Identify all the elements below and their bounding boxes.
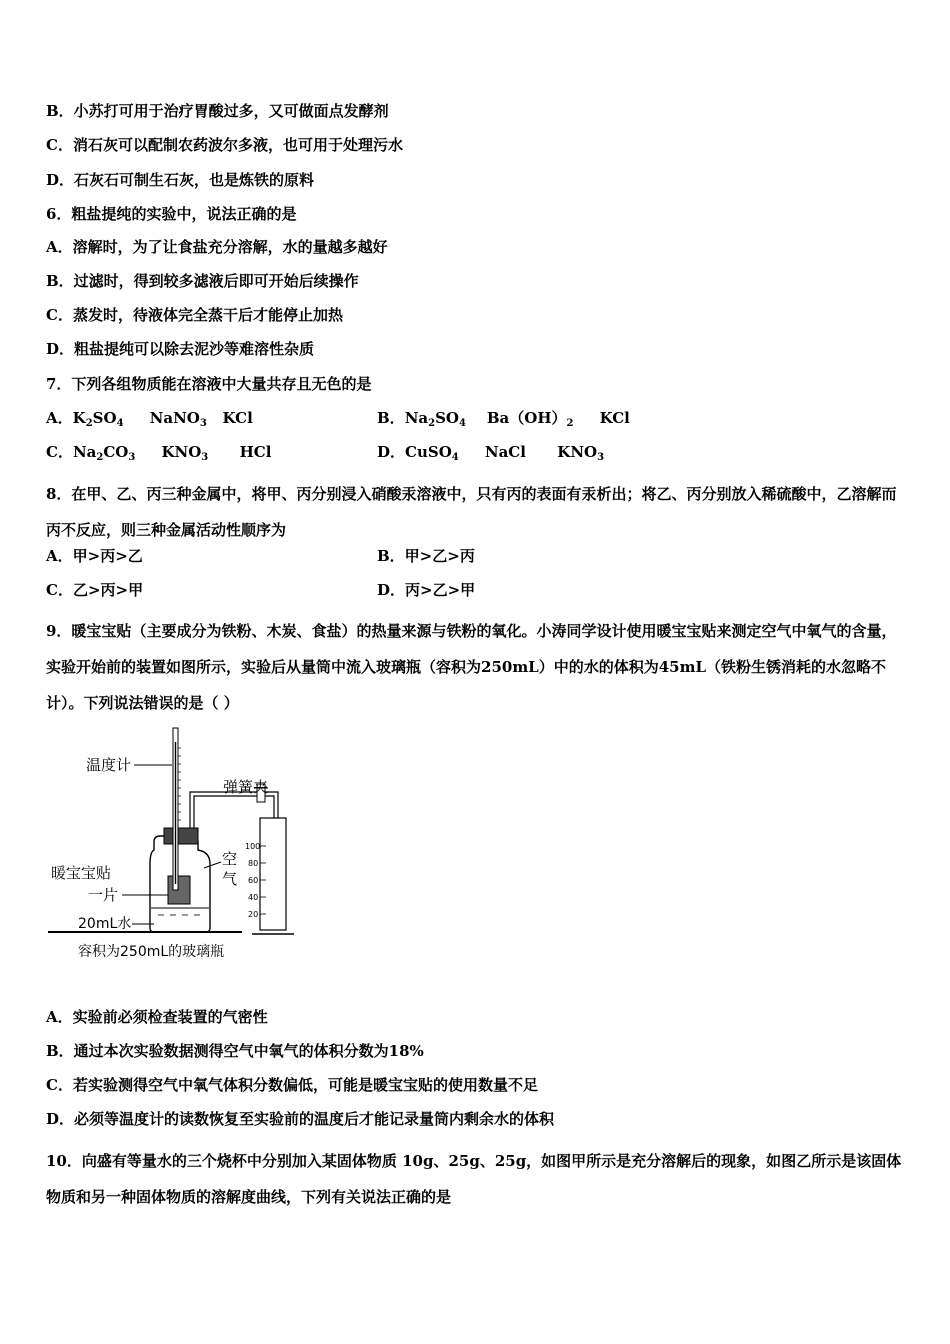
option-c-q5: C．消石灰可以配制农药波尔多液，也可用于处理污水 bbox=[46, 136, 403, 154]
formula-part: KCl bbox=[599, 409, 630, 427]
warmer-pack bbox=[168, 876, 190, 904]
q6-option-a: A．溶解时，为了让食盐充分溶解，水的量越多越好 bbox=[46, 238, 388, 256]
subscript: 2 bbox=[96, 452, 104, 463]
q9-option-b: B．通过本次实验数据测得空气中氧气的体积分数为18% bbox=[46, 1042, 424, 1060]
warmer-label-2: 一片 bbox=[88, 886, 119, 904]
formula-part: Ba（OH） bbox=[486, 409, 567, 427]
formula-part: Na bbox=[72, 443, 97, 461]
formula-part: K bbox=[72, 409, 86, 427]
q8-option-b: B．甲>乙>丙 bbox=[377, 547, 475, 565]
option-label: B． bbox=[377, 409, 405, 427]
option-label: D． bbox=[377, 443, 406, 461]
subscript: 3 bbox=[199, 418, 207, 429]
formula-part: NaNO bbox=[149, 409, 200, 427]
rubber-stopper bbox=[164, 828, 198, 844]
formula-part: KNO bbox=[161, 443, 202, 461]
formula-part: CO bbox=[103, 443, 129, 461]
subscript: 3 bbox=[597, 452, 605, 463]
subscript: 4 bbox=[116, 418, 124, 429]
option-label: A． bbox=[46, 409, 73, 427]
formula-part: SO bbox=[92, 409, 117, 427]
formula-part: CuSO bbox=[405, 443, 452, 461]
option-d-q5: D．石灰石可制生石灰，也是炼铁的原料 bbox=[46, 171, 315, 189]
formula-part: SO bbox=[435, 409, 459, 427]
option-label: C． bbox=[46, 443, 73, 461]
clamp-label: 弹簧夹 bbox=[223, 778, 269, 796]
air-label-2: 气 bbox=[222, 870, 238, 888]
subscript: 3 bbox=[201, 452, 209, 463]
q6-option-d: D．粗盐提纯可以除去泥沙等难溶性杂质 bbox=[46, 340, 315, 358]
tick-20: 20 bbox=[248, 910, 259, 919]
warmer-label-1: 暖宝宝贴 bbox=[51, 864, 112, 882]
thermometer-label: 温度计 bbox=[86, 756, 132, 774]
option-b-q5: B．小苏打可用于治疗胃酸过多，又可做面点发酵剂 bbox=[46, 102, 389, 120]
q8-option-d: D．丙>乙>甲 bbox=[377, 581, 476, 599]
subscript: 2 bbox=[85, 418, 93, 429]
tick-100: 100 bbox=[245, 842, 261, 851]
q7-option-c bbox=[46, 442, 271, 468]
question-9-stem: 9．暖宝宝贴（主要成分为铁粉、木炭、食盐）的热量来源与铁粉的氧化。小涛同学设计使用暖宝宝贴来测定空气中氧气的含量，实验开始前的装置如图所示，实验后从量筒中流入玻璃瓶（容积为250mL）中的水的体积为45mL（铁粉生锈消耗的水忽略不计）。下列说法错误的是（ ） bbox=[46, 622, 897, 712]
q8-option-a: A．甲>丙>乙 bbox=[46, 547, 143, 565]
water-label: 20mL水 bbox=[78, 916, 132, 932]
q7-option-b bbox=[377, 408, 630, 434]
q6-option-b: B．过滤时，得到较多滤液后即可开始后续操作 bbox=[46, 272, 359, 290]
apparatus-figure bbox=[46, 722, 316, 968]
subscript: 2 bbox=[428, 418, 436, 429]
q9-option-d: D．必须等温度计的读数恢复至实验前的温度后才能记录量筒内剩余水的体积 bbox=[46, 1110, 555, 1128]
air-label-1: 空 bbox=[222, 850, 238, 868]
subscript: 3 bbox=[128, 452, 136, 463]
formula-part: KCl bbox=[222, 409, 253, 427]
question-6-stem: 6．粗盐提纯的实验中，说法正确的是 bbox=[46, 205, 297, 223]
question-7-stem: 7．下列各组物质能在溶液中大量共存且无色的是 bbox=[46, 375, 372, 393]
formula-part: Na bbox=[404, 409, 429, 427]
q8-option-c: C．乙>丙>甲 bbox=[46, 581, 144, 599]
bottle-label: 容积为250mL的玻璃瓶 bbox=[78, 944, 225, 960]
formula-part: KNO bbox=[557, 443, 598, 461]
q7-option-a bbox=[46, 408, 253, 434]
tick-60: 60 bbox=[248, 876, 259, 885]
subscript: 4 bbox=[451, 452, 459, 463]
graduated-cylinder bbox=[260, 818, 286, 930]
q9-option-c: C．若实验测得空气中氧气体积分数偏低，可能是暖宝宝贴的使用数量不足 bbox=[46, 1076, 538, 1094]
q9-option-a: A．实验前必须检查装置的气密性 bbox=[46, 1008, 268, 1026]
formula-part: HCl bbox=[239, 443, 272, 461]
formula-part: NaCl bbox=[484, 443, 526, 461]
q6-option-c: C．蒸发时，待液体完全蒸干后才能停止加热 bbox=[46, 306, 343, 324]
q7-option-d bbox=[377, 442, 604, 468]
subscript: 2 bbox=[566, 418, 574, 429]
question-10-stem: 10．向盛有等量水的三个烧杯中分别加入某固体物质 10g、25g、25g，如图甲所示是充分溶解后的现象，如图乙所示是该固体物质和另一种固体物质的溶解度曲线，下列有关说法正确的是 bbox=[46, 1152, 902, 1206]
question-8-stem: 8．在甲、乙、丙三种金属中，将甲、丙分别浸入硝酸汞溶液中，只有丙的表面有汞析出；将乙、丙分别放入稀硫酸中，乙溶解而丙不反应，则三种金属活动性顺序为 bbox=[46, 485, 897, 539]
subscript: 4 bbox=[459, 418, 466, 429]
tick-80: 80 bbox=[248, 859, 259, 868]
tick-40: 40 bbox=[248, 893, 259, 902]
apparatus-diagram bbox=[46, 722, 316, 968]
